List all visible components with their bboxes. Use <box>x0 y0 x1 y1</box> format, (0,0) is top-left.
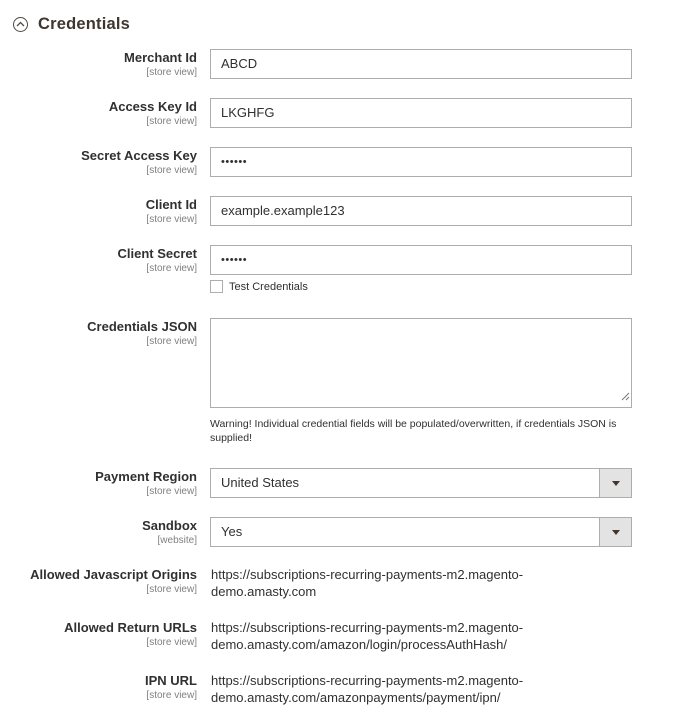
ipn-url-label <box>145 673 197 702</box>
access-key-id-input[interactable]: LKGHFG <box>210 98 632 128</box>
test-credentials-checkbox[interactable] <box>210 280 223 293</box>
ipn-url-value: https://subscriptions-recurring-payments-m2.magento-demo.amasty.com/amazonpayments/payment/ipn/ <box>211 673 524 705</box>
payment-region-value: United States <box>221 475 300 490</box>
client-id-scope: [store view] <box>146 214 197 225</box>
client-secret-label <box>118 246 197 275</box>
sandbox-dropdown-button[interactable] <box>599 518 631 546</box>
secret-access-key-label-text: Secret Access Key <box>81 148 197 163</box>
client-secret-input[interactable]: •••••• <box>210 245 632 275</box>
resize-grip-icon[interactable] <box>621 388 630 406</box>
payment-region-select[interactable] <box>210 468 632 498</box>
payment-region-dropdown-button[interactable] <box>599 469 631 497</box>
ipn-url-scope: [store view] <box>146 690 197 701</box>
access-key-id-label-text: Access Key Id <box>108 99 197 114</box>
payment-region-label <box>95 469 197 498</box>
merchant-id-input[interactable]: ABCD <box>210 49 632 79</box>
allowed-return-urls-label <box>64 620 197 649</box>
client-id-label <box>146 197 197 226</box>
allowed-js-origins-label-text: Allowed Javascript Origins <box>30 567 197 582</box>
allowed-js-origins-label <box>30 567 197 596</box>
merchant-id-label <box>124 50 197 79</box>
chevron-up-circle-icon[interactable] <box>13 17 28 32</box>
allowed-js-origins-value: https://subscriptions-recurring-payments-m2.magento-demo.amasty.com <box>211 567 524 599</box>
sandbox-label-text: Sandbox <box>142 518 197 533</box>
triangle-down-icon <box>612 530 620 535</box>
client-secret-label-text: Client Secret <box>117 246 197 261</box>
client-id-label-text: Client Id <box>145 197 197 212</box>
credentials-json-label <box>87 319 197 348</box>
sandbox-scope: [website] <box>157 535 197 546</box>
payment-region-scope: [store view] <box>146 486 197 497</box>
ipn-url-label-text: IPN URL <box>145 673 197 688</box>
sandbox-select[interactable] <box>210 517 632 547</box>
access-key-id-label <box>109 99 197 128</box>
allowed-js-origins-scope: [store view] <box>146 584 197 595</box>
test-credentials-row[interactable] <box>210 280 308 293</box>
access-key-id-scope: [store view] <box>146 116 197 127</box>
section-header-credentials[interactable] <box>13 12 130 36</box>
allowed-return-urls-scope: [store view] <box>146 637 197 648</box>
merchant-id-label-text: Merchant Id <box>124 50 197 65</box>
secret-access-key-scope: [store view] <box>146 165 197 176</box>
test-credentials-label: Test Credentials <box>229 280 308 293</box>
secret-access-key-label <box>81 148 197 177</box>
triangle-down-icon <box>612 481 620 486</box>
payment-region-label-text: Payment Region <box>95 469 197 484</box>
client-id-input[interactable]: example.example123 <box>210 196 632 226</box>
allowed-return-urls-value: https://subscriptions-recurring-payments-m2.magento-demo.amasty.com/amazon/login/processAuthHash/ <box>211 620 524 652</box>
section-title: Credentials <box>38 14 131 33</box>
secret-access-key-input[interactable]: •••••• <box>210 147 632 177</box>
sandbox-label <box>142 518 197 547</box>
sandbox-value: Yes <box>221 524 243 539</box>
credentials-json-textarea[interactable] <box>210 318 632 408</box>
credentials-json-warning: Warning! Individual credential fields will be populated/overwritten, if credentials JSON is supplied! <box>210 418 617 444</box>
credentials-json-label-text: Credentials JSON <box>87 319 197 334</box>
credentials-json-scope: [store view] <box>146 336 197 347</box>
merchant-id-scope: [store view] <box>146 67 197 78</box>
allowed-return-urls-label-text: Allowed Return URLs <box>64 620 197 635</box>
client-secret-scope: [store view] <box>146 263 197 274</box>
